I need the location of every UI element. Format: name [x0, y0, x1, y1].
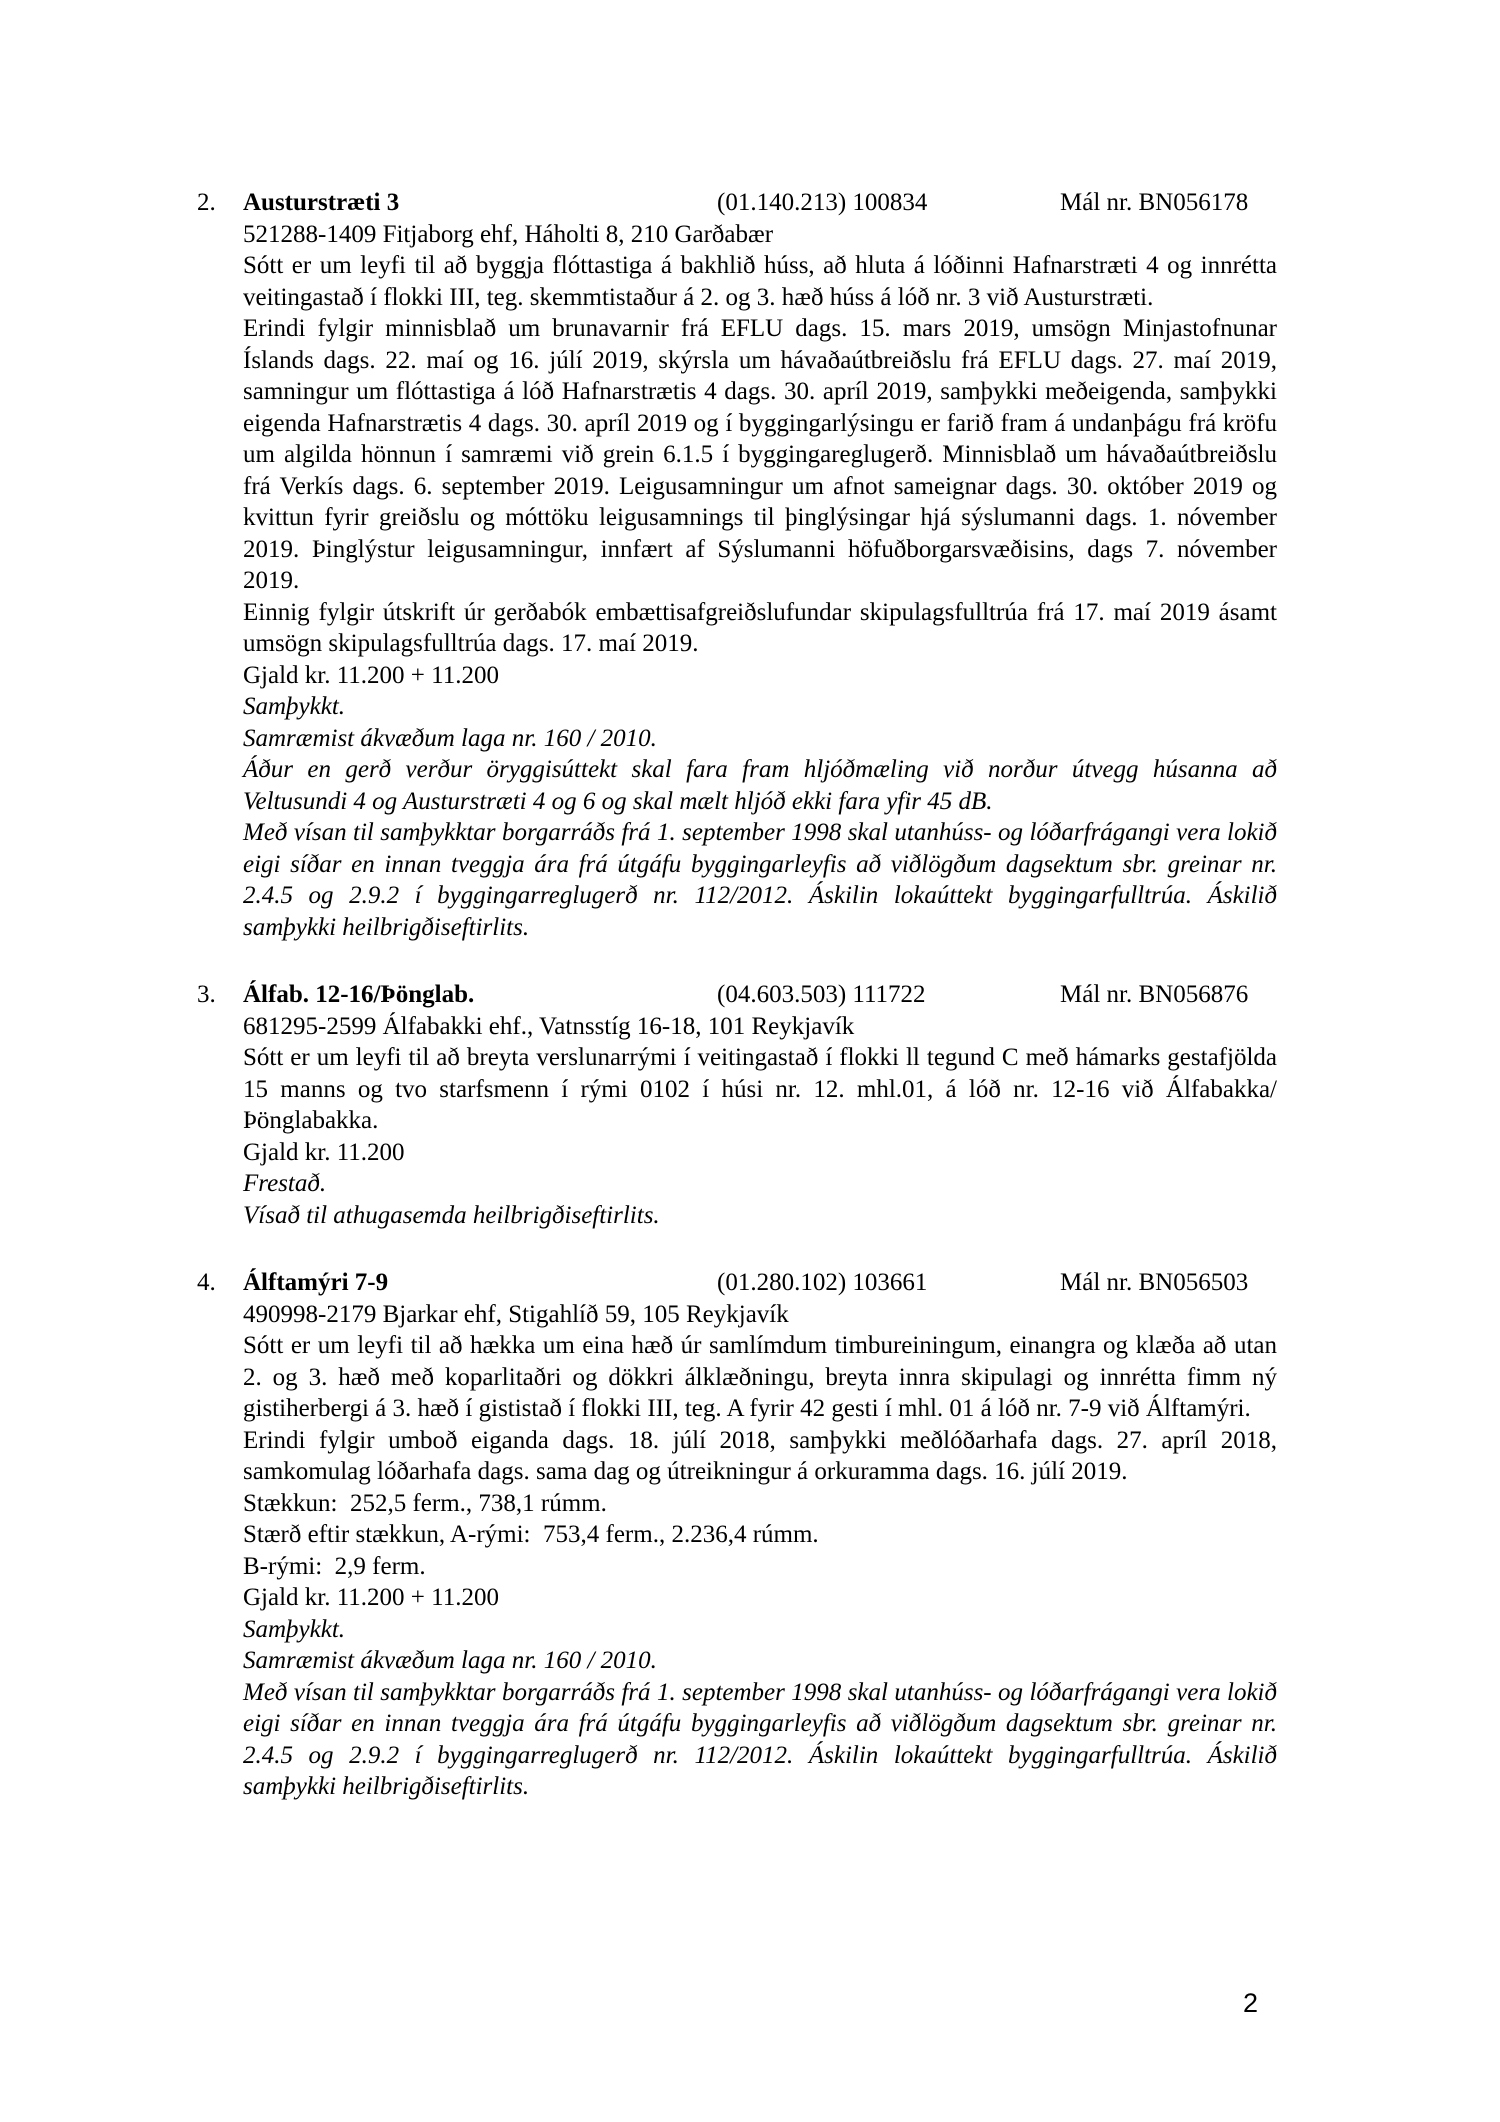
item-content: [243, 979, 1277, 1231]
applicant-address: 490998-2179 Bjarkar ehf, Stigahlíð 59, 105 Reykjavík: [243, 1300, 789, 1328]
fee-line: Gjald kr. 11.200 + 11.200: [243, 661, 499, 689]
item-content: [243, 187, 1277, 943]
item-property-code: (04.603.503) 111722: [717, 981, 926, 1008]
item-title: Álftamýri 7-9: [243, 1269, 389, 1296]
application-paragraph: Sótt er um leyfi til að byggja flóttastiga á bakhlið húss, að hluta á lóðinni Hafnarstræti 4 og innrétta veitingastað í flokki III, teg. skemmtistaður á 2. og 3. hæð húss á lóð nr. 3 við Austurstræti.: [243, 252, 1277, 311]
fee-line: Gjald kr. 11.200 + 11.200: [243, 1584, 499, 1611]
decision-line: Samþykkt.: [243, 693, 346, 720]
item-case-number: Mál nr. BN056503: [1060, 1269, 1249, 1296]
fee-line: Gjald kr. 11.200: [243, 1138, 405, 1166]
item-case-number: Mál nr. BN056876: [1060, 981, 1249, 1008]
item-property-code: (01.280.102) 103661: [717, 1269, 928, 1296]
item-header: [243, 187, 1277, 219]
application-paragraph: Sótt er um leyfi til að hækka um eina hæð úr samlímdum timbureiningum, einangra og klæða að utan 2. og 3. hæð með koparlitaðri og dökkri álklæðningu, breyta innra skipulagi og innrétta fimm ný gistiherbergi á 3. hæð í gististað í flokki III, teg. A fyrir 42 gesti í mhl. 01 á lóð nr. 7-9 við Álftamýri.: [243, 1332, 1277, 1422]
decision-line: Samþykkt.: [243, 1615, 346, 1643]
item-content: [243, 1267, 1277, 1803]
legal-reference-line: Samræmist ákvæðum laga nr. 160 / 2010.: [243, 724, 657, 752]
size-after-line: Stærð eftir stækkun, A-rými: 753,4 ferm., 2.236,4 rúmm.: [243, 1521, 819, 1548]
attachments-paragraph: Erindi fylgir umboð eiganda dags. 18. júlí 2018, samþykki meðlóðarhafa dags. 27. apríl 2018, samkomulag lóðarhafa dags. sama dag og útreikningur á orkuramma dags. 16. júlí 2019.: [243, 1426, 1277, 1485]
item-header: [243, 979, 1277, 1011]
condition-paragraph: Áður en gerð verður öryggisúttekt skal fara fram hljóðmæling við norður útvegg húsanna að Veltusundi 4 og Austurstræti 4 og 6 og skal mælt hljóð ekki fara yfir 45 dB.: [243, 756, 1277, 815]
attachments-paragraph: Erindi fylgir minnisblað um brunavarnir frá EFLU dags. 15. mars 2019, umsögn Minjastofnunar Íslands dags. 22. maí og 16. júlí 2019, skýrsla um hávaðaútbreiðslu frá EFLU dags. 27. maí 2019, samningur um flóttastiga á lóð Hafnarstrætis 4 dags. 30. apríl 2019, samþykki meðeigenda, samþykki eigenda Hafnarstrætis 4 dags. 30. apríl 2019 og í byggingarlýsingu er farið fram á undanþágu frá kröfu um algilda hönnun í samræmi við grein 6.1.5 í byggingareglugerð. Minnisblað um hávaðaútbreiðslu frá Verkís dags. 6. september 2019. Leigusamningur um afnot sameignar dags. 30. október 2019 og kvittun fyrir greiðslu og móttöku leigusamnings til þinglýsingar hjá sýslumanni dags. 1. nóvember 2019. Þinglýstur leigusamningur, innfært af Sýslumanni höfuðborgarsvæðisins, dags 7. nóvember 2019.: [243, 315, 1277, 594]
applicant-address: 681295-2599 Álfabakki ehf., Vatnsstíg 16-18, 101 Reykjavík: [243, 1012, 855, 1040]
size-increase-line: Stækkun: 252,5 ferm., 738,1 rúmm.: [243, 1489, 607, 1517]
item-header: [243, 1267, 1277, 1299]
item-number: 3.: [197, 981, 216, 1008]
application-paragraph: Sótt er um leyfi til að breyta verslunarrými í veitingastað í flokki ll tegund C með hámarks gestafjölda 15 manns og tvo starfsmenn í rými 0102 í húsi nr. 12. mhl.01, á lóð nr. 12-16 við Álfabakka/Þönglabakka.: [243, 1044, 1277, 1134]
item-property-code: (01.140.213) 100834: [717, 189, 928, 216]
item-title: Austurstræti 3: [243, 189, 400, 216]
referral-line: Vísað til athugasemda heilbrigðiseftirlits.: [243, 1201, 660, 1229]
agenda-item-4: [197, 1267, 1277, 1803]
agenda-item-2: [197, 187, 1277, 943]
item-number: 4.: [197, 1269, 216, 1296]
attachments-paragraph: Einnig fylgir útskrift úr gerðabók embættisafgreiðslufundar skipulagsfulltrúa frá 17. maí 2019 ásamt umsögn skipulagsfulltrúa dags. 17. maí 2019.: [243, 598, 1277, 657]
condition-paragraph: Með vísan til samþykktar borgarráðs frá 1. september 1998 skal utanhúss- og lóðarfrágangi vera lokið eigi síðar en innan tveggja ára frá útgáfu byggingarleyfis að viðlögðum dagsektum sbr. greinar nr. 2.4.5 og 2.9.2 í byggingarreglugerð nr. 112/2012. Áskilin lokaúttekt byggingarfulltrúa. Áskilið samþykki heilbrigðiseftirlits.: [243, 1678, 1277, 1800]
agenda-item-3: [197, 979, 1277, 1231]
legal-reference-line: Samræmist ákvæðum laga nr. 160 / 2010.: [243, 1647, 657, 1674]
applicant-address: 521288-1409 Fitjaborg ehf, Háholti 8, 210 Garðabær: [243, 220, 774, 248]
decision-line: Frestað.: [243, 1170, 327, 1197]
item-number: 2.: [197, 189, 216, 216]
condition-paragraph: Með vísan til samþykktar borgarráðs frá 1. september 1998 skal utanhúss- og lóðarfrágangi vera lokið eigi síðar en innan tveggja ára frá útgáfu byggingarleyfis að viðlögðum dagsektum sbr. greinar nr. 2.4.5 og 2.9.2 í byggingarreglugerð nr. 112/2012. Áskilin lokaúttekt byggingarfulltrúa. Áskilið samþykki heilbrigðiseftirlits.: [243, 819, 1277, 941]
item-title: Álfab. 12-16/Þönglab.: [243, 981, 475, 1008]
b-space-line: B-rými: 2,9 ferm.: [243, 1552, 426, 1580]
item-case-number: Mál nr. BN056178: [1060, 189, 1249, 216]
page-number: 2: [1243, 1988, 1259, 2018]
